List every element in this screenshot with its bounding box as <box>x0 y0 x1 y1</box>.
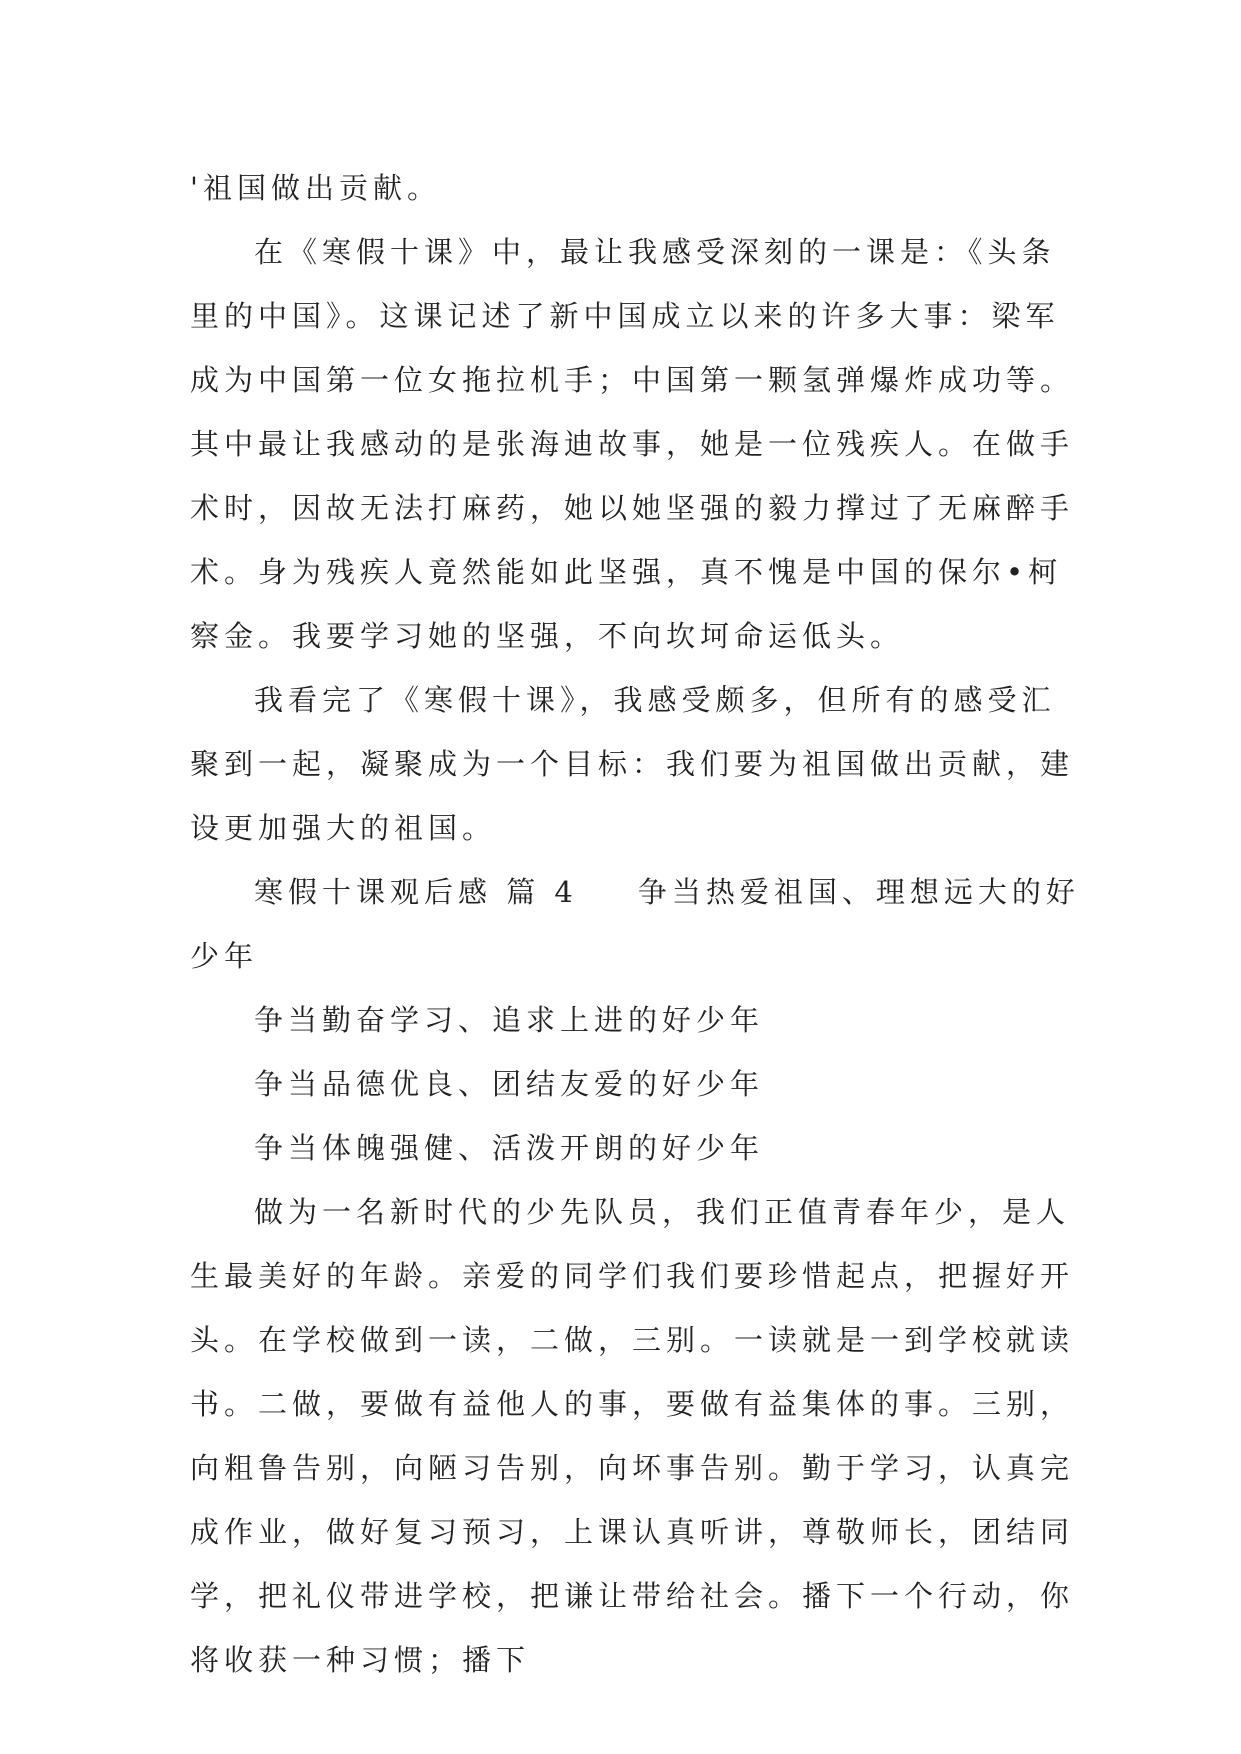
text-line: 察金。我要学习她的坚强，不向坎坷命运低头。 <box>190 619 905 653</box>
motto-line: 争当勤奋学习、追求上进的好少年 <box>254 1003 765 1037</box>
document-body <box>190 156 1080 1692</box>
paragraph-start-line: 在《寒假十课》中，最让我感受深刻的一课是：《头条 <box>254 235 1056 269</box>
motto-line: 争当体魄强健、活泼开朗的好少年 <box>254 1131 765 1165</box>
motto-line: 争当品德优良、团结友爱的好少年 <box>254 1067 765 1101</box>
text-line: 其中最让我感动的是张海迪故事，她是一位残疾人。在做手 <box>190 427 1075 461</box>
section-heading-continuation: 争当热爱祖国、理想远大的好 <box>637 875 1080 909</box>
text-line: 术。身为残疾人竟然能如此坚强，真不愧是中国的保尔•柯 <box>190 555 1063 589</box>
section-heading-line <box>190 860 1080 924</box>
text-line: 里的中国》。这课记述了新中国成立以来的许多大事：梁军 <box>190 299 1060 333</box>
text-line: 术时，因故无法打麻药，她以她坚强的毅力撑过了无麻醉手 <box>190 491 1075 525</box>
text-line: 生最美好的年龄。亲爱的同学们我们要珍惜起点，把握好开 <box>190 1259 1075 1293</box>
text-line: 头。在学校做到一读，二做，三别。一读就是一到学校就读 <box>190 1323 1075 1357</box>
text-line: 将收获一种习惯；播下 <box>190 1643 531 1677</box>
text-line: 成作业，做好复习预习，上课认真听讲，尊敬师长，团结同 <box>190 1515 1075 1549</box>
section-heading: 寒假十课观后感 篇 4 <box>254 875 578 909</box>
paragraph-start-line: 做为一名新时代的少先队员，我们正值青春年少，是人 <box>254 1195 1071 1229</box>
paragraph-start-line: 我看完了《寒假十课》，我感受颇多，但所有的感受汇 <box>254 683 1056 717</box>
text-line: 成为中国第一位女拖拉机手；中国第一颗氢弹爆炸成功等。 <box>190 363 1075 397</box>
text-line: 聚到一起，凝聚成为一个目标：我们要为祖国做出贡献，建 <box>190 747 1075 781</box>
text-line: 向粗鲁告别，向陋习告别，向坏事告别。勤于学习，认真完 <box>190 1451 1075 1485</box>
text-line: 设更加强大的祖国。 <box>190 811 497 845</box>
text-line: 少年 <box>190 939 259 973</box>
text-line: '祖国做出贡献。 <box>190 171 441 205</box>
text-line: 学，把礼仪带进学校，把谦让带给社会。播下一个行动，你 <box>190 1579 1075 1613</box>
text-line: 书。二做，要做有益他人的事，要做有益集体的事。三别， <box>190 1387 1075 1421</box>
